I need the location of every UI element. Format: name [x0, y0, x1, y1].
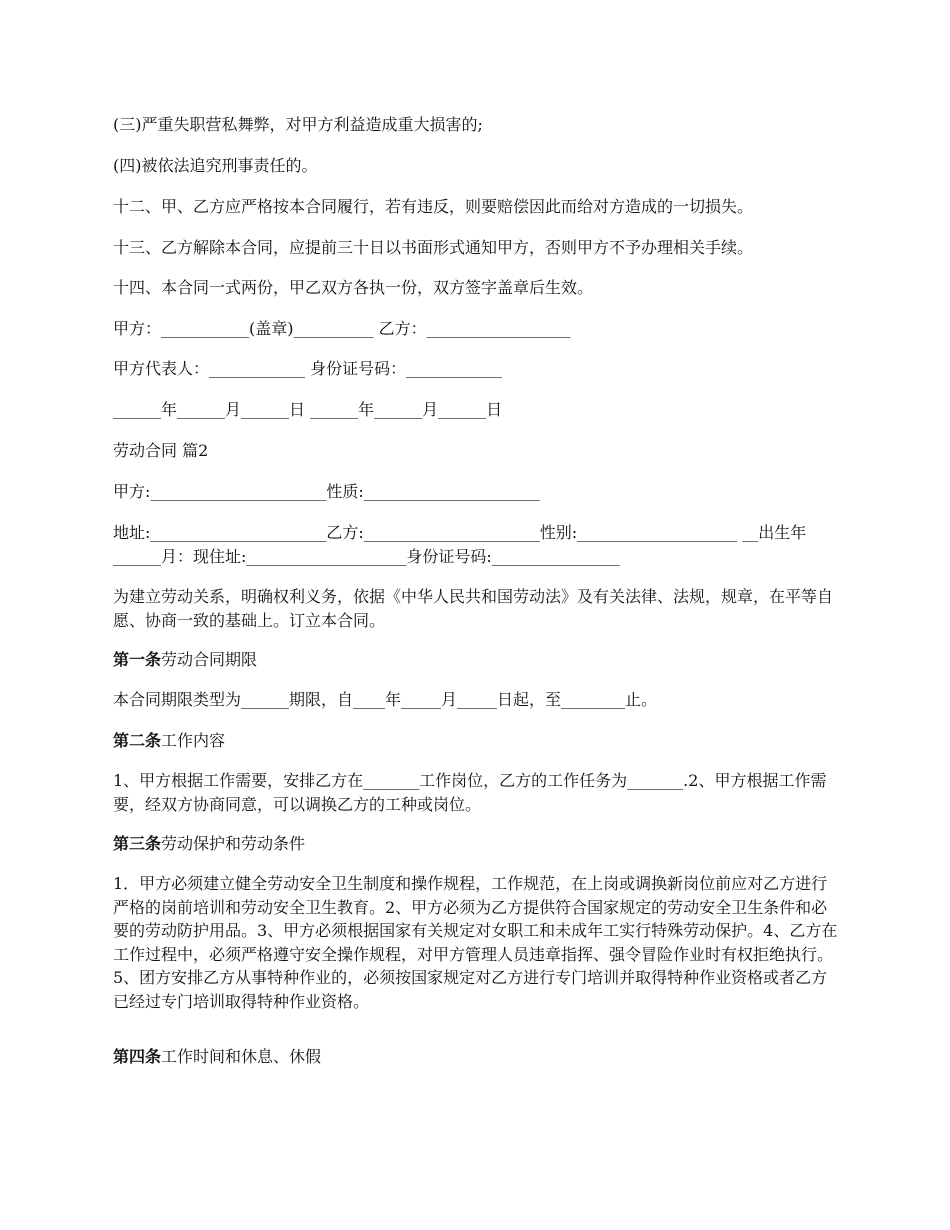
article-1-text: 本合同期限类型为______期限，自____年_____月_____日起，至________止。 — [113, 690, 658, 709]
clause-4: (四)被依法追究刑事责任的。 — [113, 156, 318, 175]
article-number: 第一条 — [113, 650, 162, 669]
article-number: 第四条 — [113, 1047, 162, 1066]
party-a-line: 甲方:______________________性质:______________________ — [113, 482, 540, 501]
clause-fourteen: 十四、本合同一式两份，甲乙双方各执一份，双方签字盖章后生效。 — [113, 278, 594, 297]
article-1-heading — [113, 648, 843, 671]
article-title: 劳动合同期限 — [161, 650, 258, 669]
clause-3: (三)严重失职营私舞弊，对甲方利益造成重大损害的; — [113, 115, 483, 134]
clause-twelve: 十二、甲、乙方应严格按本合同履行，若有违反，则要赔偿因此而给对方造成的一切损失。 — [113, 197, 754, 216]
article-2-text: 1、甲方根据工作需要，安排乙方在_______工作岗位，乙方的工作任务为_______.2、甲方根据工作需要，经双方协商同意，可以调换乙方的工种或岗位。 — [113, 771, 827, 814]
article-number: 第三条 — [113, 834, 162, 853]
date-line: ______年______月______日 ______年______月______日 — [113, 400, 503, 419]
signature-party-line: 甲方：___________(盖章)__________ 乙方：__________________ — [113, 319, 571, 338]
article-3-text: 1．甲方必须建立健全劳动安全卫生制度和操作规程，工作规范，在上岗或调换新岗位前应对乙方进行严格的岗前培训和劳动安全卫生教育。2、甲方必须为乙方提供符合国家规定的劳动安全卫生条件和必要的劳动防护用品。3、甲方必须根据国家有关规定对女职工和未成年工实行特殊劳动保护。4、乙方在工作过程中，必须严格遵守安全操作规程，对甲方管理人员违章指挥、强令冒险作业时有权拒绝执行。5、团方安排乙方从事特种作业的，必须按国家规定对乙方进行专门培训并取得特种作业资格或者乙方已经过专门培训取得特种作业资格。 — [113, 874, 838, 1011]
representative-line: 甲方代表人：____________ 身份证号码：____________ — [113, 359, 503, 378]
article-2-heading — [113, 729, 843, 752]
address-line: 地址:______________________乙方:______________________性别:____________________ __出生年______月：现住址:____________________身份证号码:________________ — [113, 523, 807, 566]
article-4-heading — [113, 1045, 843, 1068]
section-heading: 劳动合同 篇2 — [113, 441, 209, 460]
clause-thirteen: 十三、乙方解除本合同，应提前三十日以书面形式通知甲方，否则甲方不予办理相关手续。 — [113, 238, 754, 257]
article-title: 劳动保护和劳动条件 — [161, 834, 306, 853]
article-title: 工作时间和休息、休假 — [161, 1047, 322, 1066]
article-3-heading — [113, 832, 843, 855]
article-number: 第二条 — [113, 731, 162, 750]
intro-paragraph: 为建立劳动关系，明确权利义务，依据《中华人民共和国劳动法》及有关法律、法规，规章，在平等自愿、协商一致的基础上。订立本合同。 — [113, 587, 834, 630]
article-title: 工作内容 — [161, 731, 226, 750]
